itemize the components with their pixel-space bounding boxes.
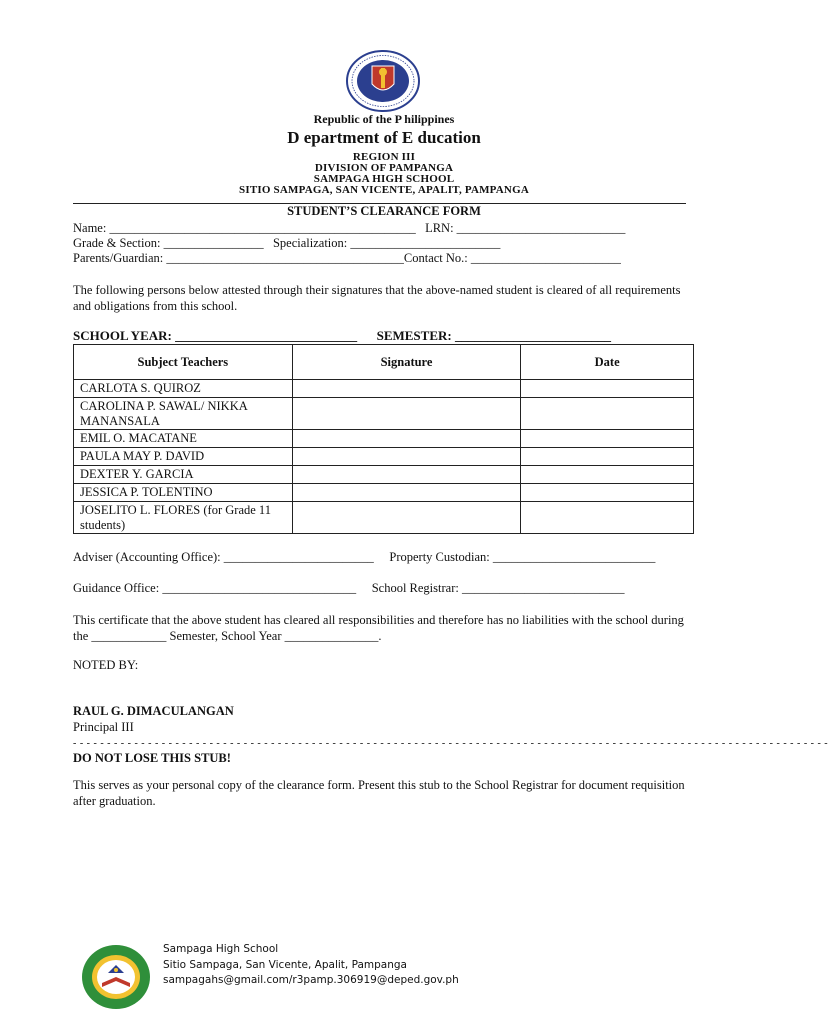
teacher-name: DEXTER Y. GARCIA: [74, 466, 293, 484]
principal-title: Principal III: [73, 720, 134, 734]
footer-address: Sitio Sampaga, San Vicente, Apalit, Pampanga: [163, 958, 407, 971]
date-cell[interactable]: [521, 466, 694, 484]
footer-emails: sampagahs@gmail.com/r3pamp.306919@deped.gov.ph: [163, 974, 459, 986]
school-year-semester-line: SCHOOL YEAR: ____________________________ SEMESTER: ________________________: [73, 328, 611, 343]
department-heading: D epartment of E ducation: [287, 128, 481, 147]
intro-paragraph: The following persons below attested through their signatures that the above-named student is cleared of all requirements and obligations from this school.: [73, 283, 681, 313]
deped-seal-logo: [345, 50, 421, 112]
signature-cell[interactable]: [292, 380, 521, 398]
teacher-name: JESSICA P. TOLENTINO: [74, 484, 293, 502]
header-date: Date: [521, 345, 694, 380]
table-row: [74, 430, 694, 448]
clearance-table: [73, 344, 694, 534]
signature-cell[interactable]: [292, 466, 521, 484]
date-cell[interactable]: [521, 380, 694, 398]
signature-cell[interactable]: [292, 484, 521, 502]
stub-cut-line: - - - - - - - - - - - - - - - - - - - - - - - - - - - - - - - - - - - - - - - - - - - - - - - - - - - - - - - - - - - - - - - - - - - - - - - - - - - - - - - - - - - - - - - - - - - - - - - - - - - - - - - - - - - - - - -: [73, 738, 828, 749]
stub-paragraph: This serves as your personal copy of the clearance form. Present this stub to the School Registrar for document requisition after graduation.: [73, 778, 685, 808]
signature-cell[interactable]: [292, 448, 521, 466]
guidance-registrar-line: Guidance Office: _______________________________ School Registrar: __________________________: [73, 581, 625, 595]
noted-by-label: NOTED BY:: [73, 658, 139, 672]
header-signature: Signature: [292, 345, 521, 380]
name-lrn-line: Name: _________________________________________________ LRN: ___________________________: [73, 221, 626, 235]
table-row: [74, 466, 694, 484]
table-row: [74, 448, 694, 466]
table-row: [74, 484, 694, 502]
teacher-name: JOSELITO L. FLORES (for Grade 11 students): [74, 502, 293, 534]
division-heading: DIVISION OF PAMPANGA: [314, 162, 454, 174]
table-header-row: [74, 345, 694, 380]
region-heading: REGION III: [352, 151, 416, 163]
date-cell[interactable]: [521, 502, 694, 534]
teacher-name: CARLOTA S. QUIROZ: [74, 380, 293, 398]
grade-section-line: Grade & Section: ________________ Specialization: ________________________: [73, 236, 501, 250]
table-row: [74, 398, 694, 430]
principal-name: RAUL G. DIMACULANGAN: [73, 704, 234, 718]
date-cell[interactable]: [521, 448, 694, 466]
table-row: [74, 380, 694, 398]
date-cell[interactable]: [521, 484, 694, 502]
date-cell[interactable]: [521, 398, 694, 430]
teacher-name: EMIL O. MACATANE: [74, 430, 293, 448]
table-row: [74, 502, 694, 534]
address-heading: SITIO SAMPAGA, SAN VICENTE, APALIT, PAMPANGA: [239, 184, 529, 196]
stub-warning: DO NOT LOSE THIS STUB!: [73, 751, 231, 765]
sampaga-school-logo: [80, 943, 152, 1011]
footer-contact-block: [163, 942, 459, 989]
teacher-name: PAULA MAY P. DAVID: [74, 448, 293, 466]
form-title: STUDENT’S CLEARANCE FORM: [287, 204, 481, 218]
footer-school-name: Sampaga High School: [163, 943, 279, 955]
adviser-property-line: Adviser (Accounting Office): ________________________ Property Custodian: __________________________: [73, 550, 656, 564]
signature-cell[interactable]: [292, 398, 521, 430]
school-heading: SAMPAGA HIGH SCHOOL: [313, 173, 455, 185]
republic-heading: Republic of the P hilippines: [313, 112, 455, 126]
teacher-name: CAROLINA P. SAWAL/ NIKKA MANANSALA: [74, 398, 293, 430]
date-cell[interactable]: [521, 430, 694, 448]
signature-cell[interactable]: [292, 502, 521, 534]
header-subject-teachers: Subject Teachers: [74, 345, 293, 380]
signature-cell[interactable]: [292, 430, 521, 448]
parents-contact-line: Parents/Guardian: ______________________________________Contact No.: ________________________: [73, 251, 621, 265]
certificate-paragraph: This certificate that the above student has cleared all responsibilities and therefore has no liabilities with the school during the ____________ Semester, School Year _______________.: [73, 613, 684, 643]
